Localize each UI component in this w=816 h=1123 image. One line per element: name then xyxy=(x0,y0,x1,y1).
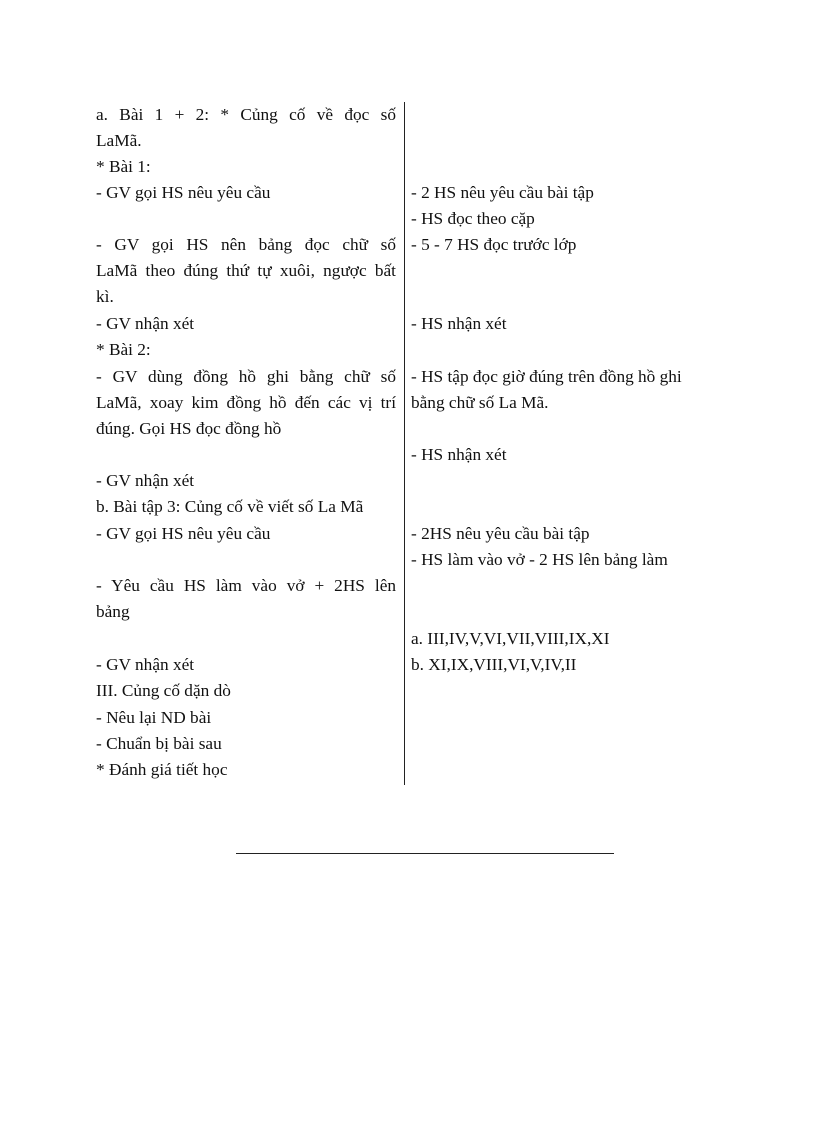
left-line: - Chuẩn bị bài sau xyxy=(96,734,222,753)
left-line: - GV nhận xét xyxy=(96,471,195,490)
left-line: kì. xyxy=(96,287,114,306)
right-line: - 2 HS nêu yêu cầu bài tập xyxy=(411,183,594,202)
left-line: - GV dùng đồng hồ ghi bằng chữ số xyxy=(96,367,396,386)
end-separator-line xyxy=(236,853,614,854)
right-line: b. XI,IX,VIII,VI,V,IV,II xyxy=(411,655,577,674)
right-line: - HS đọc theo cặp xyxy=(411,209,535,228)
left-line: LaMã, xoay kim đồng hồ đến các vị trí xyxy=(96,393,396,412)
left-line: * Đánh giá tiết học xyxy=(96,760,228,779)
left-line: - GV nhận xét xyxy=(96,314,195,333)
left-line: - GV nhận xét xyxy=(96,655,195,674)
left-line: - Nêu lại ND bài xyxy=(96,708,212,727)
left-line: III. Củng cố dặn dò xyxy=(96,681,231,700)
left-line: a. Bài 1 + 2: * Củng cố về đọc số xyxy=(96,105,396,124)
left-line: đúng. Gọi HS đọc đồng hồ xyxy=(96,419,282,438)
right-line: - HS làm vào vở - 2 HS lên bảng làm xyxy=(411,550,668,569)
left-line: * Bài 1: xyxy=(96,157,151,176)
left-line: - GV gọi HS nên bảng đọc chữ số xyxy=(96,235,396,254)
column-divider xyxy=(404,102,405,785)
left-line: * Bài 2: xyxy=(96,340,151,359)
left-line: - Yêu cầu HS làm vào vở + 2HS lên xyxy=(96,576,396,595)
left-line: LaMã. xyxy=(96,131,142,150)
left-line: - GV gọi HS nêu yêu cầu xyxy=(96,524,271,543)
right-line: - 2HS nêu yêu cầu bài tập xyxy=(411,524,590,543)
right-line: bằng chữ số La Mã. xyxy=(411,393,549,412)
right-line: - HS nhận xét xyxy=(411,445,507,464)
right-line: - HS nhận xét xyxy=(411,314,507,333)
left-line: - GV gọi HS nêu yêu cầu xyxy=(96,183,271,202)
right-line: a. III,IV,V,VI,VII,VIII,IX,XI xyxy=(411,629,610,648)
left-line: LaMã theo đúng thứ tự xuôi, ngược bất xyxy=(96,261,396,280)
right-line: - 5 - 7 HS đọc trước lớp xyxy=(411,235,577,254)
right-line: - HS tập đọc giờ đúng trên đồng hồ ghi xyxy=(411,367,682,386)
left-line: b. Bài tập 3: Củng cố về viết số La Mã xyxy=(96,497,364,516)
left-line: bảng xyxy=(96,602,130,621)
